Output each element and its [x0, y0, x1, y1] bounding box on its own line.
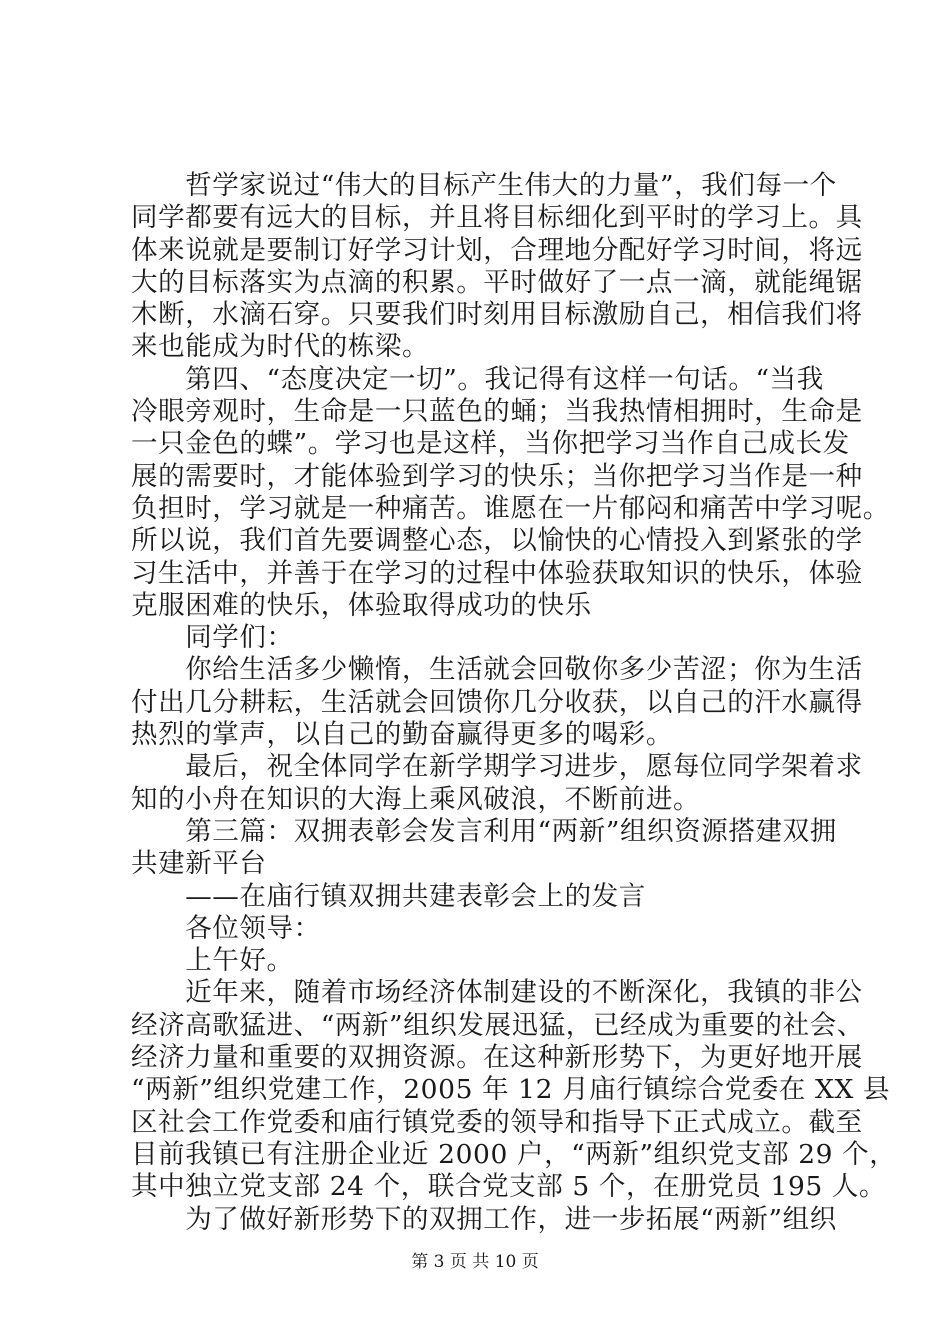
- section-heading: 共建新平台: [131, 848, 267, 880]
- text-line: 来也能成为时代的栋梁。: [131, 331, 430, 363]
- text-line: 付出几分耕耘，生活就会回馈你几分收获，以自己的汗水赢得: [131, 686, 863, 718]
- text-line: 负担时，学习就是一种痛苦。谁愿在一片郁闷和痛苦中学习呢。: [131, 492, 890, 524]
- text-line: 哲学家说过“伟大的目标产生伟大的力量”，我们每一个: [131, 170, 837, 201]
- text-line: 习生活中，并善于在学习的过程中体验获取知识的快乐，体验: [131, 557, 863, 589]
- text-line: 冷眼旁观时，生命是一只蓝色的蛹；当我热情相拥时，生命是: [131, 396, 863, 428]
- text-line: 最后，祝全体同学在新学期学习进步，愿每位同学架着求: [131, 751, 863, 783]
- text-line: 各位领导：: [131, 912, 321, 944]
- text-line: 为了做好新形势下的双拥工作，进一步拓展“两新”组织: [131, 1203, 837, 1235]
- text-line: 你给生活多少懒惰，生活就会回敬你多少苦涩；你为生活: [131, 654, 863, 686]
- text-line: 经济高歌猛进、“两新”组织发展迅猛，已经成为重要的社会、: [131, 1009, 864, 1041]
- text-line: 克服困难的快乐，体验取得成功的快乐: [131, 589, 592, 621]
- text-line: 目前我镇已有注册企业近 2000 户，“两新”组织党支部 29 个，: [131, 1138, 897, 1170]
- document-body: [131, 170, 897, 1236]
- text-line: 所以说，我们首先要调整心态，以愉快的心情投入到紧张的学: [131, 525, 863, 557]
- text-line: 第四、“态度决定一切”。我记得有这样一句话。“当我: [131, 363, 824, 395]
- subtitle: ——在庙行镇双拥共建表彰会上的发言: [131, 880, 646, 912]
- text-line: 其中独立党支部 24 个，联合党支部 5 个，在册党员 195 人。: [131, 1171, 887, 1203]
- text-line: 体来说就是要制订好学习计划，合理地分配好学习时间，将远: [131, 234, 863, 266]
- text-line: “两新”组织党建工作，2005 年 12 月庙行镇综合党委在 XX 县: [131, 1074, 891, 1106]
- page-number-footer: 第 3 页 共 10 页: [411, 1252, 539, 1272]
- text-line: 区社会工作党委和庙行镇党委的领导和指导下正式成立。截至: [131, 1106, 863, 1138]
- text-line: 热烈的掌声，以自己的勤奋赢得更多的喝彩。: [131, 719, 673, 751]
- text-line: 展的需要时，才能体验到学习的快乐；当你把学习当作是一种: [131, 460, 863, 492]
- text-line: 木断，水滴石穿。只要我们时刻用目标激励自己，相信我们将: [131, 299, 863, 331]
- text-line: 同学们：: [131, 622, 294, 654]
- section-heading: 第三篇：双拥表彰会发言利用“两新”组织资源搭建双拥: [131, 815, 837, 847]
- text-line: 近年来，随着市场经济体制建设的不断深化，我镇的非公: [131, 977, 863, 1009]
- text-line: 上午好。: [131, 945, 294, 977]
- text-line: 大的目标落实为点滴的积累。平时做好了一点一滴，就能绳锯: [131, 266, 863, 298]
- text-line: 一只金色的蝶”。学习也是这样，当你把学习当作自己成长发: [131, 428, 850, 460]
- text-line: 知的小舟在知识的大海上乘风破浪，不断前进。: [131, 783, 701, 815]
- text-line: 同学都要有远大的目标，并且将目标细化到平时的学习上。具: [131, 202, 863, 234]
- text-line: 经济力量和重要的双拥资源。在这种新形势下，为更好地开展: [131, 1042, 863, 1074]
